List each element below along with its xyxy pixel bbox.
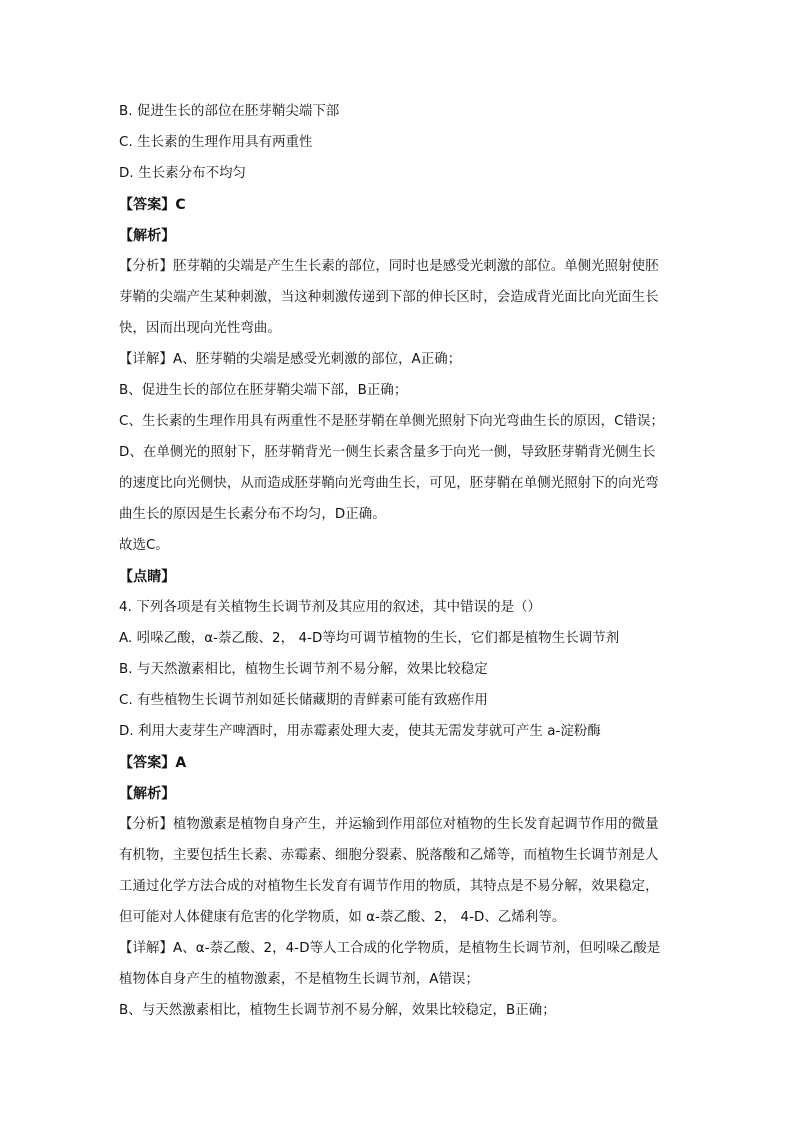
explanation-heading: 【解析】 — [119, 228, 176, 244]
analysis-paragraph: 快，因而出现向光性弯曲。 — [119, 321, 281, 336]
key-points-heading: 【点睛】 — [119, 569, 176, 585]
detail-paragraph: 【详解】A、α-萘乙酸、2，4-D等人工合成的化学物质，是植物生长调节剂，但吲哚乙酸是 — [119, 941, 661, 956]
option-d-line: D. 利用大麦芽生产啤酒时，用赤霉素处理大麦，使其无需发芽就可产生 a-淀粉酶 — [119, 724, 601, 739]
answer-label: 【答案】A — [119, 755, 187, 771]
detail-paragraph: B、促进生长的部位在胚芽鞘尖端下部，B正确； — [119, 383, 408, 398]
detail-paragraph: D、在单侧光的照射下，胚芽鞘背光一侧生长素含量多于向光一侧，导致胚芽鞘背光侧生长 — [119, 445, 656, 460]
explanation-heading: 【解析】 — [119, 786, 176, 802]
detail-paragraph: 【详解】A、胚芽鞘的尖端是感受光刺激的部位，A正确； — [119, 352, 462, 367]
analysis-paragraph: 芽鞘的尖端产生某种刺激，当这种刺激传递到下部的伸长区时，会造成背光面比向光面生长 — [119, 290, 659, 305]
analysis-paragraph: 但可能对人体健康有危害的化学物质，如 α-萘乙酸、2， 4-D、乙烯利等。 — [119, 910, 566, 925]
option-d-line: D. 生长素分布不均匀 — [119, 166, 247, 181]
analysis-paragraph: 有机物，主要包括生长素、赤霉素、细胞分裂素、脱落酸和乙烯等，而植物生长调节剂是人 — [119, 848, 659, 863]
option-c-line: C. 有些植物生长调节剂如延长储藏期的青鲜素可能有致癌作用 — [119, 693, 488, 708]
conclusion-line: 故选C。 — [119, 538, 169, 553]
analysis-paragraph: 工通过化学方法合成的对植物生长发育有调节作用的物质，其特点是不易分解，效果稳定， — [119, 879, 659, 894]
detail-paragraph: 的速度比向光侧快，从而造成胚芽鞘向光弯曲生长，可见，胚芽鞘在单侧光照射下的向光弯 — [119, 476, 659, 491]
question-4-stem: 4. 下列各项是有关植物生长调节剂及其应用的叙述，其中错误的是（） — [119, 600, 542, 615]
option-b-line: B. 与天然激素相比，植物生长调节剂不易分解，效果比较稳定 — [119, 662, 488, 677]
analysis-paragraph: 【分析】胚芽鞘的尖端是产生生长素的部位，同时也是感受光刺激的部位。单侧光照射使胚 — [119, 259, 659, 274]
detail-paragraph: 植物体自身产生的植物激素，不是植物生长调节剂，A错误； — [119, 972, 480, 987]
answer-label: 【答案】C — [119, 197, 186, 213]
analysis-paragraph: 【分析】植物激素是植物自身产生，并运输到作用部位对植物的生长发育起调节作用的微量 — [119, 817, 659, 832]
detail-paragraph: C、生长素的生理作用具有两重性不是胚芽鞘在单侧光照射下向光弯曲生长的原因，C错误； — [119, 414, 665, 429]
detail-paragraph: B、与天然激素相比，植物生长调节剂不易分解，效果比较稳定，B正确； — [119, 1003, 556, 1018]
option-a-line: A. 吲哚乙酸，α-萘乙酸、2， 4-D等均可调节植物的生长，它们都是植物生长调节剂 — [119, 631, 620, 646]
option-c-line: C. 生长素的生理作用具有两重性 — [119, 135, 313, 150]
option-b-line: B. 促进生长的部位在胚芽鞘尖端下部 — [119, 104, 340, 119]
detail-paragraph: 曲生长的原因是生长素分布不均匀，D正确。 — [119, 507, 386, 522]
